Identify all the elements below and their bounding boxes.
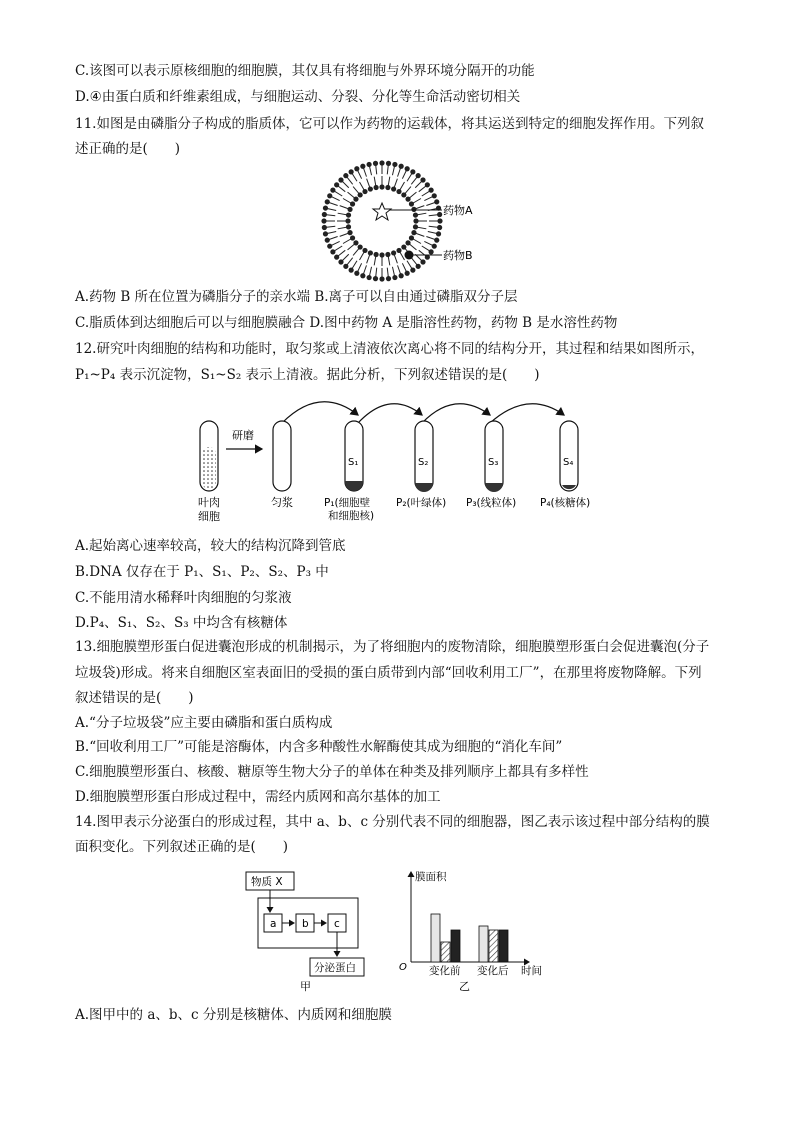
question-11: 11.如图是由磷脂分子构成的脂质体，它可以作为药物的运载体，将其运送到特定的细胞发挥作用。下列叙 [75,116,704,132]
option-a: A.“分子垃圾袋”应主要由磷脂和蛋白质构成 [75,715,333,731]
tick-label: 变化前 [429,965,461,977]
svg-text:S₁: S₁ [348,457,359,468]
text-line: C.该图可以表示原核细胞的细胞膜，其仅具有将细胞与外界环境分隔开的功能 [75,63,535,79]
svg-text:分泌蛋白: 分泌蛋白 [314,962,356,974]
x-axis-label: 时间 [521,965,542,977]
option-c: C.细胞膜塑形蛋白、核酸、糖原等生物大分子的单体在种类及排列顺序上都具有多样性 [75,764,589,780]
text-line: 面积变化。下列叙述正确的是( ) [75,839,289,855]
drug-a-star [373,203,391,220]
option-c: C.脂质体到达细胞后可以与细胞膜融合 D.图中药物 A 是脂溶性药物，药物 B 是水溶性药物 [75,315,618,331]
svg-text:S₂: S₂ [418,457,429,468]
option-a: A.起始离心速率较高，较大的结构沉降到管底 [75,538,346,554]
text-line: 叙述错误的是( ) [75,690,194,706]
p4-label: P₄(核糖体) [540,497,591,509]
text-line: P₁~P₄ 表示沉淀物，S₁~S₂ 表示上清液。据此分析，下列叙述错误的是( ) [75,367,540,383]
homogenate-tube [273,421,291,491]
start-label-2: 细胞 [198,510,220,523]
text-line: 垃圾袋)形成。将来自细胞区室表面旧的受损的蛋白质带到内部“回收利用工厂”，在那里将废物降解。下列 [75,665,702,681]
option-d: D.细胞膜塑形蛋白形成过程中，需经内质网和高尔基体的加工 [75,789,441,805]
membrane-area-chart [395,866,555,996]
label-jia: 甲 [300,980,311,993]
tick-label: 变化后 [477,965,509,977]
tube-s4 [560,421,578,491]
leaf-cell-tube [200,421,218,491]
bar-2-3 [499,930,508,962]
p3-label: P₃(线粒体) [466,497,517,509]
svg-text:S₄: S₄ [563,457,574,468]
svg-text:物质 X: 物质 X [251,876,283,888]
bar-1-3 [451,930,460,962]
option-d: D.P₄、S₁、S₂、S₃ 中均含有核糖体 [75,615,288,631]
bar-1-1 [431,914,440,962]
option-a: A.药物 B 所在位置为磷脂分子的亲水端 B.离子可以自由通过磷脂双分子层 [75,289,518,305]
option-b: B.DNA 仅存在于 P₁、S₁、P₂、S₂、P₃ 中 [75,564,329,580]
label-yi: 乙 [459,980,470,993]
drug-a-label: 药物A [443,204,473,217]
bar-1-2 [441,942,450,962]
grind-label: 研磨 [232,429,254,442]
tube-s2 [415,421,433,492]
centrifugation-figure [190,385,610,525]
drug-b-label: 药物B [443,249,473,262]
svg-text:a: a [270,918,277,930]
option-b: B.“回收利用工厂”可能是溶酶体，内含多种酸性水解酶使其成为细胞的“消化车间” [75,739,563,755]
homogenate-label: 匀浆 [271,496,293,509]
option-c: C.不能用清水稀释叶肉细胞的匀浆液 [75,590,292,606]
origin-label: O [399,962,407,973]
p2-label: P₂(叶绿体) [396,497,447,509]
svg-text:b: b [302,918,309,930]
secretion-flow-diagram [240,866,380,996]
liposome-figure [310,158,510,284]
svg-text:S₃: S₃ [488,457,499,468]
question-12: 12.研究叶肉细胞的结构和功能时，取匀浆或上清液依次离心将不同的结构分开，其过程和结果如图所示， [75,341,704,357]
option-a: A.图甲中的 a、b、c 分别是核糖体、内质网和细胞膜 [75,1007,392,1023]
bar-2-2 [489,930,498,962]
question-14: 14.图甲表示分泌蛋白的形成过程，其中 a、b、c 分别代表不同的细胞器，图乙表示该过程中部分结构的膜 [75,814,710,830]
drug-b-marker [405,251,414,260]
svg-text:c: c [334,918,340,930]
text-line: 述正确的是( ) [75,141,181,157]
bar-2-1 [479,926,488,962]
question-13: 13.细胞膜塑形蛋白促进囊泡形成的机制揭示，为了将细胞内的废物清除，细胞膜塑形蛋白会促进囊泡(分子 [75,639,710,655]
p1-label: P₁(细胞壁 [324,497,371,509]
tube-s3 [485,421,503,492]
text-line: D.④由蛋白质和纤维素组成，与细胞运动、分裂、分化等生命活动密切相关 [75,89,521,105]
p1-label-2: 和细胞核) [328,510,375,522]
y-axis-label: 膜面积 [415,871,447,883]
tube-s1 [345,421,363,491]
start-label-1: 叶肉 [198,496,220,509]
